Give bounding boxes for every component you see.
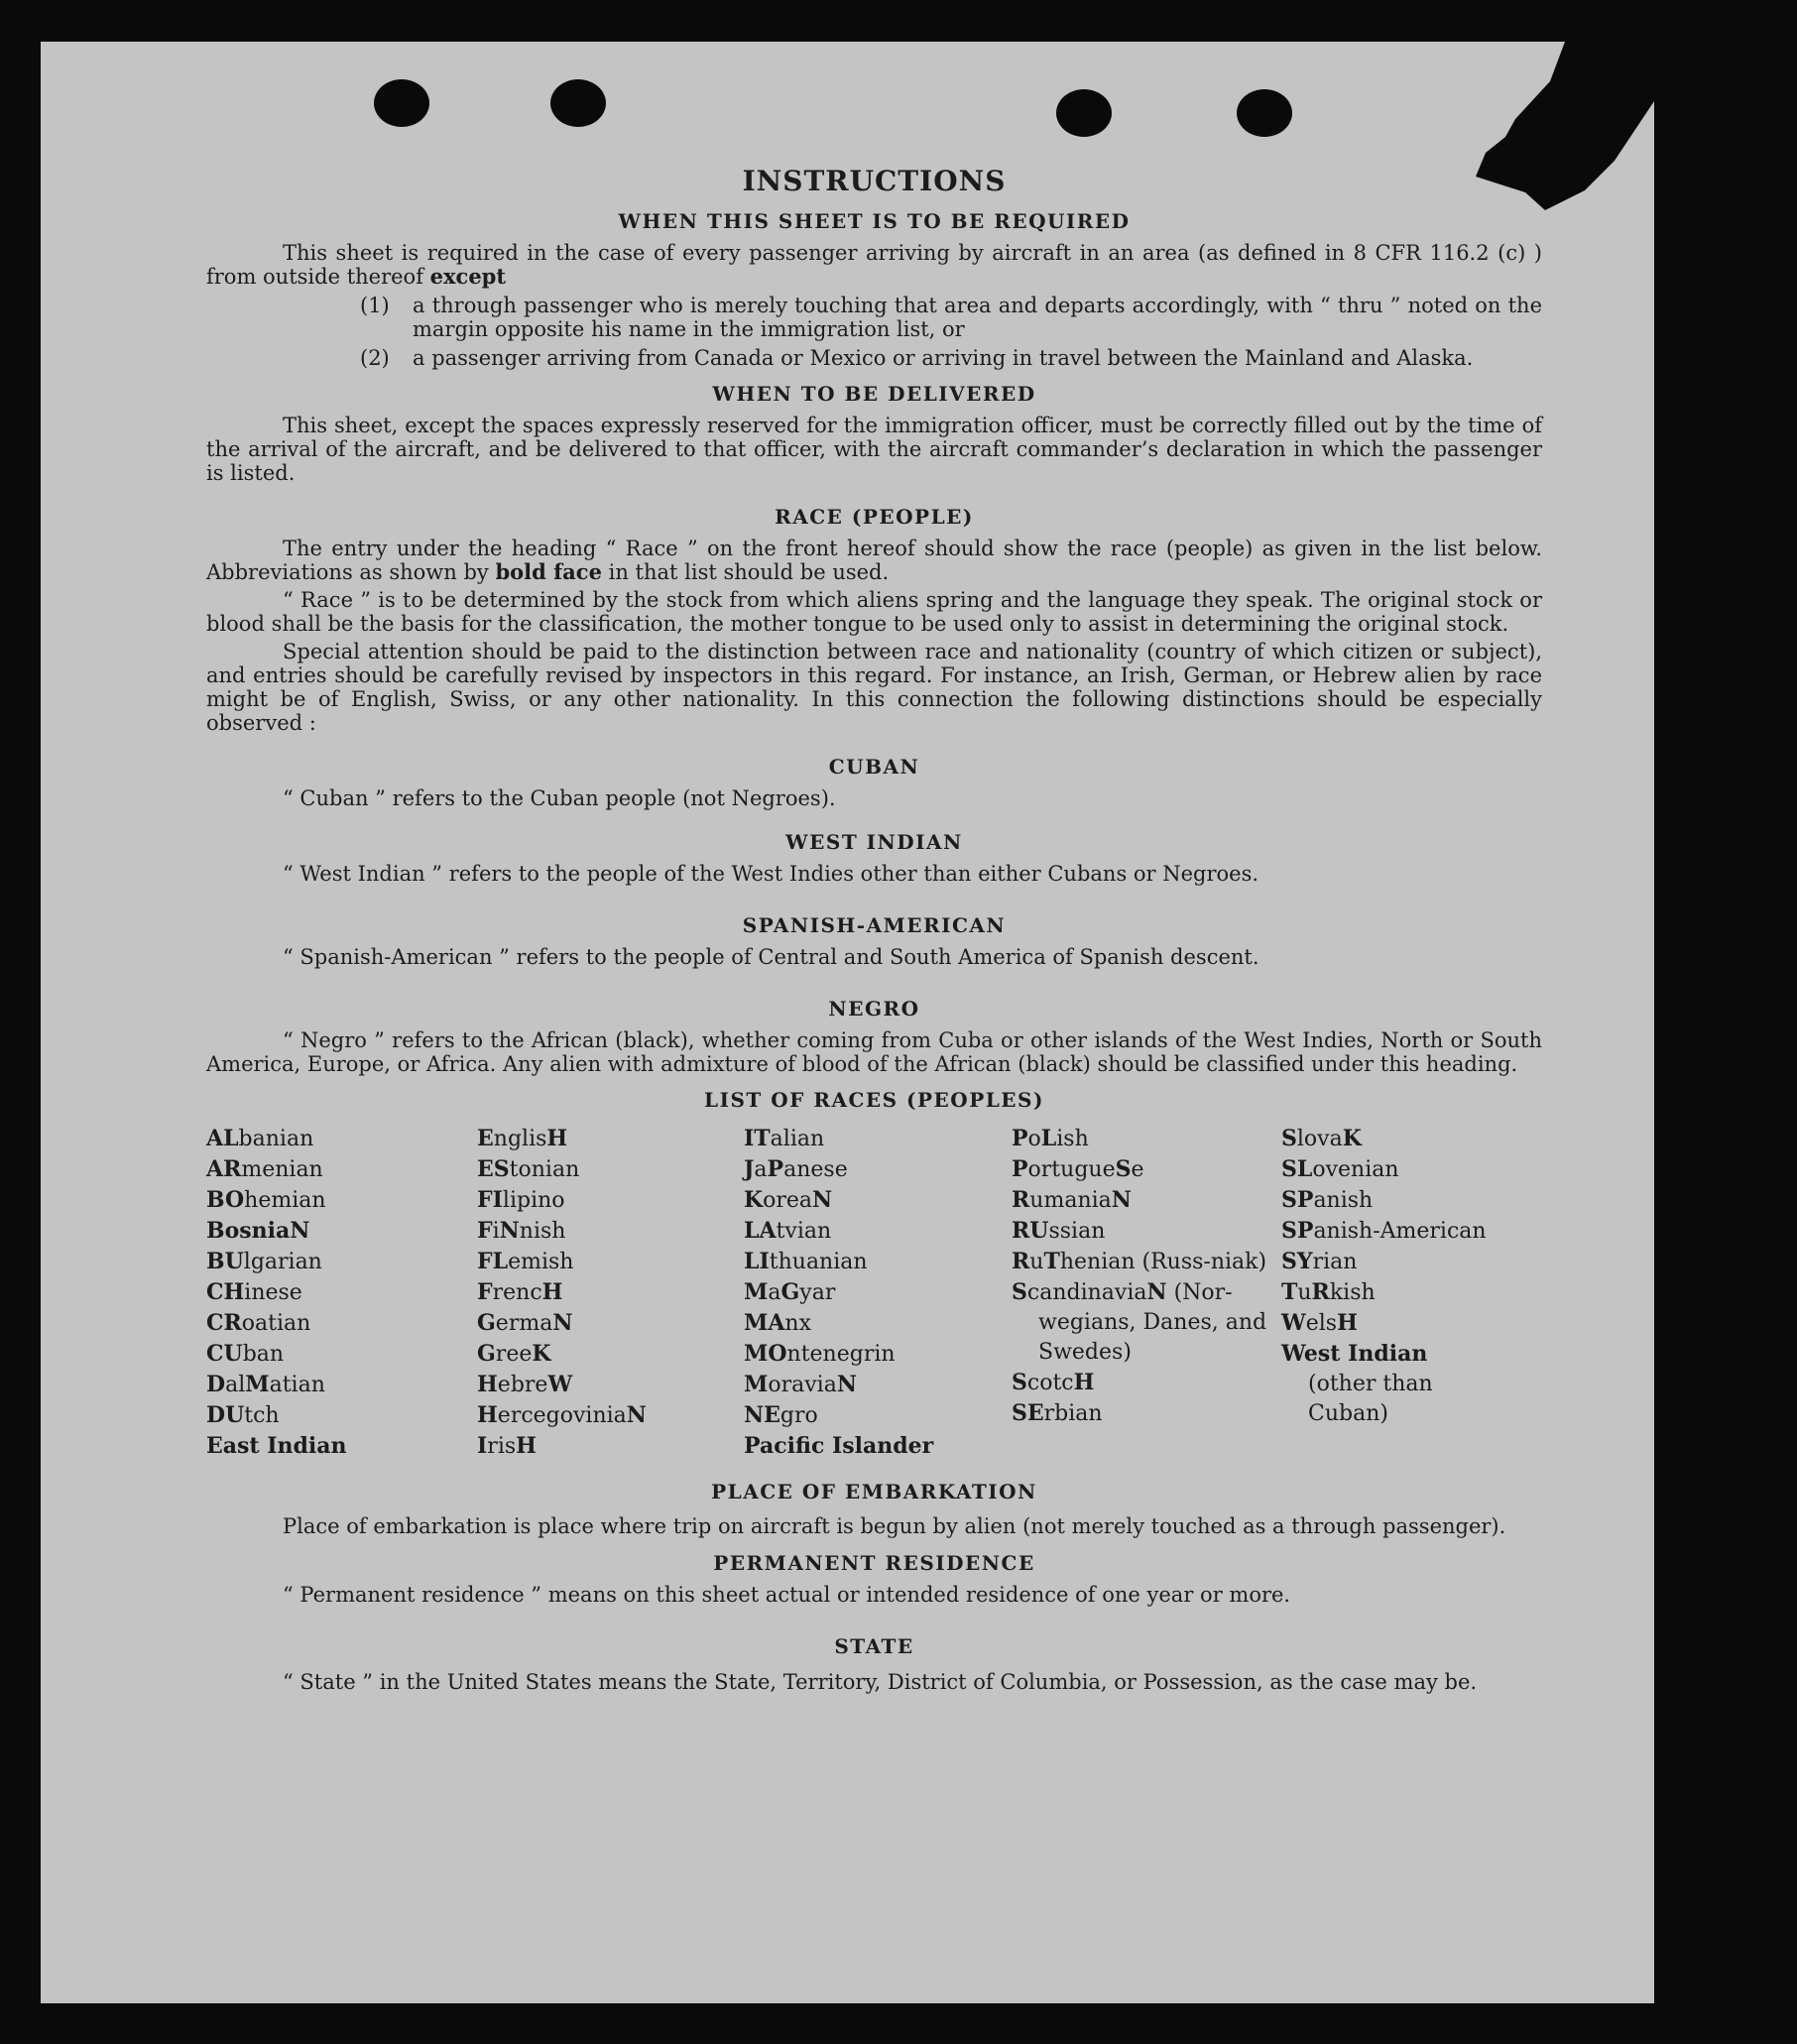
paragraph-west-indian: “ West Indian ” refers to the people of the West Indies other than either Cubans or Negroes. xyxy=(283,862,1259,886)
page-title: INSTRUCTIONS xyxy=(742,165,1007,197)
race-entry: SErbian xyxy=(1012,1400,1103,1426)
race-entry: SYrian xyxy=(1281,1249,1358,1274)
race-entry: FLemish xyxy=(477,1249,574,1274)
race-entry: PoLish xyxy=(1012,1126,1089,1151)
punch-hole xyxy=(374,79,429,127)
heading-permanent-residence: PERMANENT RESIDENCE xyxy=(713,1551,1035,1575)
race-entry: Pacific Islander xyxy=(744,1433,934,1459)
race-entry: HebreW xyxy=(477,1372,573,1397)
race-entry: ScandinaviaN (Nor-wegians, Danes, and Swedes) xyxy=(1012,1279,1267,1365)
race-entry: RuThenian (Russ-niak) xyxy=(1012,1249,1267,1274)
race-entry: East Indian xyxy=(206,1433,347,1459)
race-entry: FiNnish xyxy=(477,1218,566,1244)
list-item: (1) a through passenger who is merely touching that area and departs accordingly, with “ thru ” noted on the margin opposite his name in the immigration list, or xyxy=(360,294,1542,341)
paragraph-place-of-embarkation: Place of embarkation is place where trip on aircraft is begun by alien (not merely touched as a through passenger). xyxy=(283,1514,1506,1538)
race-entry: LAtvian xyxy=(744,1218,832,1244)
race-column xyxy=(206,1124,477,1462)
heading-negro: NEGRO xyxy=(828,997,920,1021)
punch-hole xyxy=(1056,89,1112,137)
heading-spanish-american: SPANISH-AMERICAN xyxy=(742,913,1007,937)
instructions-content xyxy=(206,165,1542,1698)
race-entry: PortugueSe xyxy=(1012,1156,1144,1182)
paragraph-cuban: “ Cuban ” refers to the Cuban people (not Negroes). xyxy=(283,786,836,810)
race-entry: BosniaN xyxy=(206,1218,310,1244)
race-entry: DalMatian xyxy=(206,1372,325,1397)
race-entry: EnglisH xyxy=(477,1126,568,1151)
punch-hole xyxy=(1237,89,1292,137)
race-entry: GreeK xyxy=(477,1341,551,1367)
list-item: (2) a passenger arriving from Canada or Mexico or arriving in travel between the Mainland and Alaska. xyxy=(360,346,1474,370)
race-entry: BOhemian xyxy=(206,1187,326,1213)
race-entry: DUtch xyxy=(206,1402,280,1428)
race-column xyxy=(1281,1124,1499,1462)
race-entry: CHinese xyxy=(206,1279,302,1305)
paragraph-race-2: “ Race ” is to be determined by the stock from which aliens spring and the language they speak. The original stock or blood shall be the basis for the classification, the mother tongue to be used only to assist in determining the original stock. xyxy=(206,588,1542,636)
race-entry: ITalian xyxy=(744,1126,825,1151)
race-entry: RUssian xyxy=(1012,1218,1106,1244)
race-entry: MoraviaN xyxy=(744,1372,857,1397)
race-entry: MOntenegrin xyxy=(744,1341,896,1367)
race-entry: RumaniaN xyxy=(1012,1187,1132,1213)
paragraph-when-delivered: This sheet, except the spaces expressly reserved for the immigration officer, must be correctly filled out by the time of the arrival of the aircraft, and be delivered to that officer, with the aircraft commander’s declaration in which the passenger is listed. xyxy=(206,414,1542,485)
race-entry: TuRkish xyxy=(1281,1279,1376,1305)
race-entry: BUlgarian xyxy=(206,1249,322,1274)
race-entry: LIthuanian xyxy=(744,1249,868,1274)
race-column xyxy=(744,1124,1012,1462)
paragraph-state: “ State ” in the United States means the State, Territory, District of Columbia, or Possession, as the case may be. xyxy=(283,1670,1478,1694)
race-entry: ARmenian xyxy=(206,1156,323,1182)
race-entry: MAnx xyxy=(744,1310,811,1336)
race-column xyxy=(477,1124,744,1462)
race-column xyxy=(1012,1124,1281,1462)
race-entry: SlovaK xyxy=(1281,1126,1362,1151)
heading-place-of-embarkation: PLACE OF EMBARKATION xyxy=(711,1480,1037,1503)
race-entry: GermaN xyxy=(477,1310,573,1336)
race-entry: FIlipino xyxy=(477,1187,565,1213)
race-entry: West Indian (other than Cuban) xyxy=(1281,1341,1433,1426)
race-entry: NEgro xyxy=(744,1402,818,1428)
race-entry: JaPanese xyxy=(744,1156,848,1182)
heading-state: STATE xyxy=(834,1634,914,1658)
race-entry: FrencH xyxy=(477,1279,563,1305)
race-entry: WelsH xyxy=(1281,1310,1358,1336)
heading-cuban: CUBAN xyxy=(828,755,920,779)
race-entry: SLovenian xyxy=(1281,1156,1399,1182)
heading-race: RACE (PEOPLE) xyxy=(775,505,974,529)
punch-hole xyxy=(550,79,606,127)
race-entry: CUban xyxy=(206,1341,285,1367)
heading-when-delivered: WHEN TO BE DELIVERED xyxy=(712,382,1036,406)
heading-list-of-races: LIST OF RACES (PEOPLES) xyxy=(704,1088,1044,1112)
race-entry: ALbanian xyxy=(206,1126,314,1151)
race-entry: SPanish xyxy=(1281,1187,1374,1213)
race-entry: IrisH xyxy=(477,1433,537,1459)
race-entry: MaGyar xyxy=(744,1279,836,1305)
paragraph-spanish-american: “ Spanish-American ” refers to the people of Central and South America of Spanish descent. xyxy=(283,945,1259,969)
race-entry: CRoatian xyxy=(206,1310,311,1336)
paragraph-race-1: The entry under the heading “ Race ” on the front hereof should show the race (people) as given in the list below. Abbreviations as shown by bold face in that list should be used. xyxy=(206,537,1542,584)
paragraph-permanent-residence: “ Permanent residence ” means on this sheet actual or intended residence of one year or more. xyxy=(283,1583,1291,1607)
heading-when-required: WHEN THIS SHEET IS TO BE REQUIRED xyxy=(618,209,1131,233)
paragraph-when-required: This sheet is required in the case of every passenger arriving by aircraft in an area (as defined in 8 CFR 116.2 (c) ) from outside thereof except xyxy=(206,241,1542,289)
race-entry: EStonian xyxy=(477,1156,580,1182)
paragraph-negro: “ Negro ” refers to the African (black), whether coming from Cuba or other islands of the West Indies, North or South America, Europe, or Africa. Any alien with admixture of blood of the African (black) should be classified under this heading. xyxy=(206,1028,1542,1076)
race-entry: ScotcH xyxy=(1012,1370,1095,1395)
paragraph-race-3: Special attention should be paid to the distinction between race and nationality (country of which citizen or subject), and entries should be carefully revised by inspectors in this regard. For instance, an Irish, German, or Hebrew alien by race might be of English, Swiss, or any other nationality. In this connection the following distinctions should be especially observed : xyxy=(206,640,1542,735)
race-entry: KoreaN xyxy=(744,1187,833,1213)
list-of-races xyxy=(206,1124,1542,1462)
heading-west-indian: WEST INDIAN xyxy=(785,830,963,854)
document-sheet xyxy=(41,42,1654,2003)
race-entry: SPanish-American xyxy=(1281,1218,1487,1244)
race-entry: HercegoviniaN xyxy=(477,1402,647,1428)
